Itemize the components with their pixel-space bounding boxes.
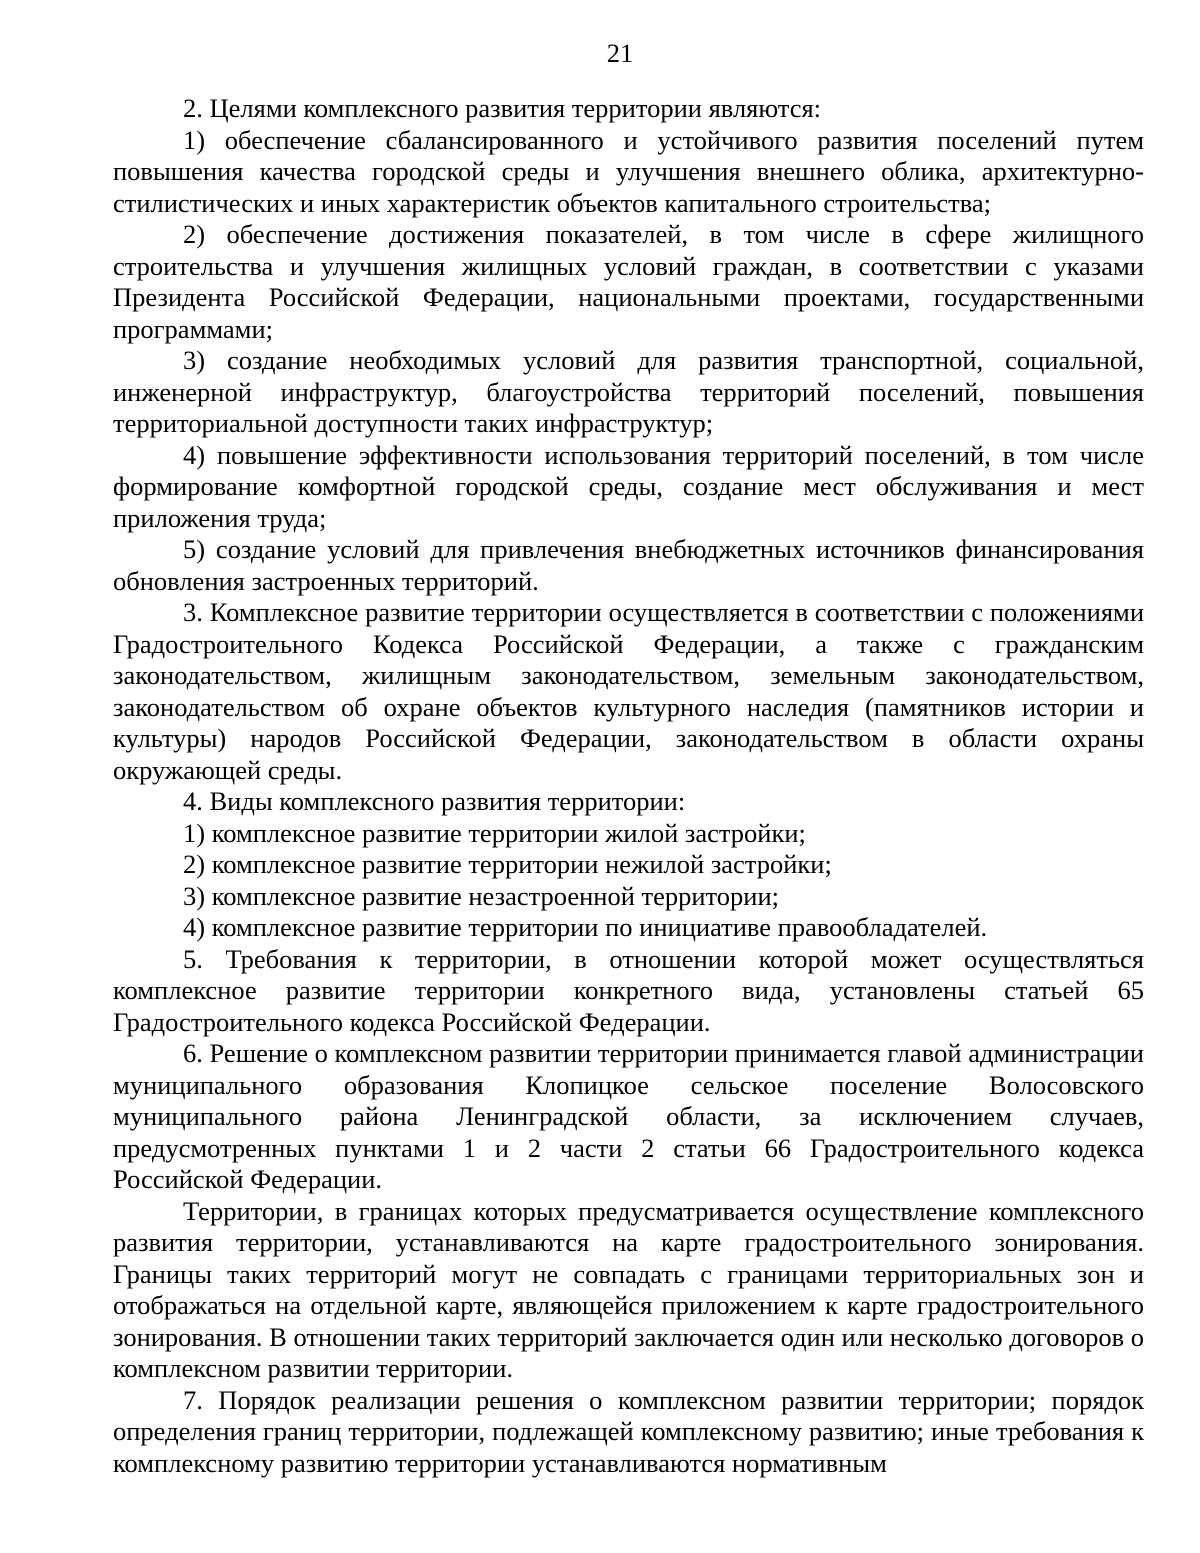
paragraph: 4. Виды комплексного развития территории: [183,786,686,816]
list-item: 5) создание условий для привлечения внебюджетных источников финансирования обновления застроенных территорий. [113,534,1144,596]
paragraph: 6. Решение о комплексном развитии территории принимается главой администрации муниципального образования Клопицкое сельское поселение Волосовского муниципального района Ленинградской области, за исключением случаев, предусмотренных пунктами 1 и 2 части 2 статьи 66 Градостроительного кодекса Российской Федерации. [113,1038,1144,1194]
paragraph: 5. Требования к территории, в отношении которой может осуществляться комплексное развитие территории конкретного вида, установлены статьей 65 Градостроительного кодекса Российской Федерации. [113,943,1144,1037]
list-item: 1) комплексное развитие территории жилой застройки; [183,817,806,848]
paragraph: 7. Порядок реализации решения о комплексном развитии территории; порядок определения границ территории, подлежащей комплексному развитию; иные требования к комплексному развитию территории устанавливаются нормативным [113,1384,1144,1478]
paragraph: 2. Целями комплексного развития территории являются: [183,93,822,123]
list-item: 1) обеспечение сбалансированного и устойчивого развития поселений путем повышения качества городской среды и улучшения внешнего облика, архитектурно-стилистических и иных характеристик объектов капитального строительства; [113,124,1144,218]
list-item: 4) комплексное развитие территории по инициативе правообладателей. [183,912,988,942]
paragraph: 3. Комплексное развитие территории осуществляется в соответствии с положениями Градостроительного Кодекса Российской Федерации, а также с гражданским законодательством, жилищным законодательством, земельным законодательством, законодательством об охране объектов культурного наследия (памятников истории и культуры) народов Российской Федерации, законодательством в области охраны окружающей среды. [113,597,1144,785]
paragraph: Территории, в границах которых предусматривается осуществление комплексного развития территории, устанавливаются на карте градостроительного зонирования. Границы таких территорий могут не совпадать с границами территориальных зон и отображаться на отдельной карте, являющейся приложением к карте градостроительного зонирования. В отношении таких территорий заключается один или несколько договоров о комплексном развитии территории. [113,1195,1144,1383]
document-body [113,93,1144,1479]
list-item: 4) повышение эффективности использования территорий поселений, в том числе формирование комфортной городской среды, создание мест обслуживания и мест приложения труда; [113,439,1144,533]
page-number: 21 [606,38,634,68]
list-item: 3) создание необходимых условий для развития транспортной, социальной, инженерной инфраструктур, благоустройства территорий поселений, повышения территориальной доступности таких инфраструктур; [113,345,1144,438]
list-item: 2) комплексное развитие территории нежилой застройки; [183,849,832,879]
list-item: 3) комплексное развитие незастроенной территории; [183,880,780,911]
list-item: 2) обеспечение достижения показателей, в том числе в сфере жилищного строительства и улучшения жилищных условий граждан, в соответствии с указами Президента Российской Федерации, национальными проектами, государственными программами; [113,219,1144,344]
